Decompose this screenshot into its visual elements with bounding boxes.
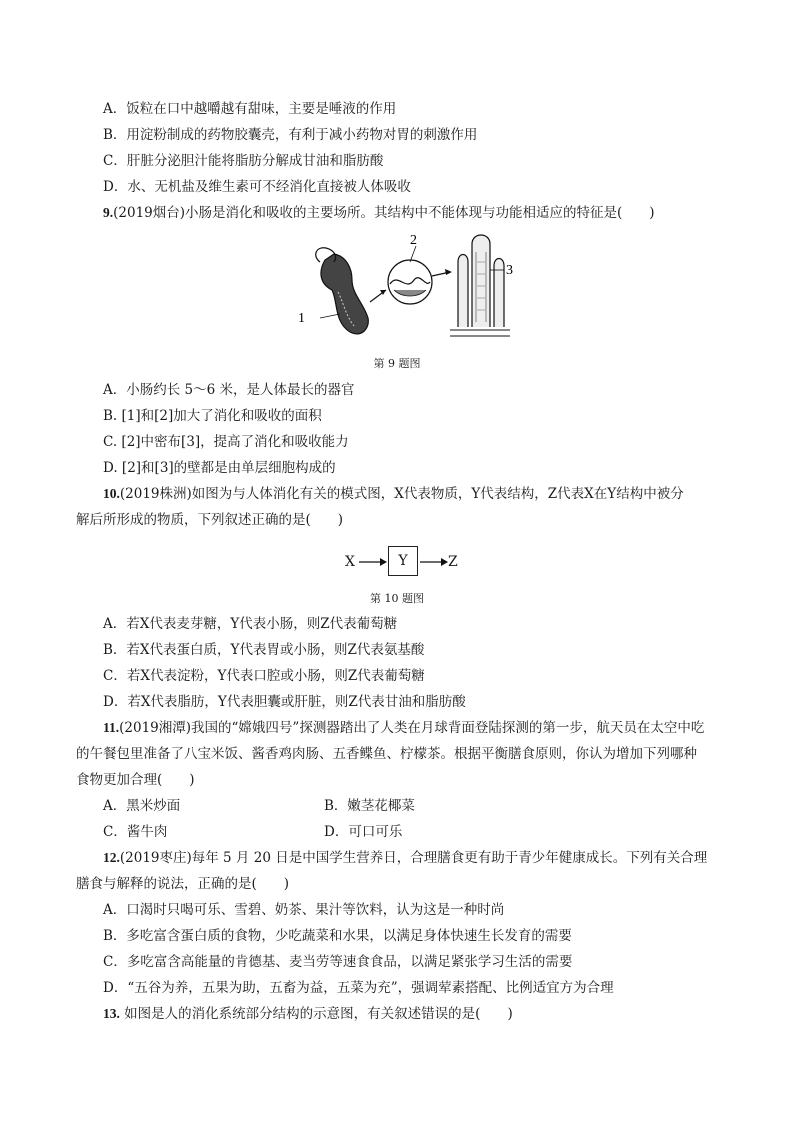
diagram-y-box: Y xyxy=(388,546,418,576)
q9-option-c: C. [2]中密布[3]，提高了消化和吸收能力 xyxy=(103,434,349,450)
q13-stem xyxy=(103,1004,513,1024)
fig9-label-1: 1 xyxy=(298,311,305,326)
small-intestine-figure xyxy=(290,232,530,342)
q9-stem-text: (2019烟台)小肠是消化和吸收的主要场所。其结构中不能体现与功能相适应的特征是( ) xyxy=(113,205,655,221)
q11-option-d: D．可口可乐 xyxy=(324,824,403,840)
q12-stem-line2: 膳食与解释的说法，正确的是( ) xyxy=(76,876,290,892)
q8-option-c: C．肝脏分泌胆汁能将脂肪分解成甘油和脂肪酸 xyxy=(103,153,384,169)
q11-number: 11. xyxy=(103,720,120,735)
arrow-x-to-y xyxy=(358,555,388,569)
q13-stem-text: 如图是人的消化系统部分结构的示意图，有关叙述错误的是( ) xyxy=(124,1006,513,1022)
q12-option-c: C．多吃富含高能量的肯德基、麦当劳等速食食品，以满足紧张学习生活的需要 xyxy=(103,954,573,970)
q10-option-b: B．若X代表蛋白质，Y代表胃或小肠，则Z代表氨基酸 xyxy=(103,642,425,658)
fig9-label-3: 3 xyxy=(506,263,513,278)
q10-option-c: C．若X代表淀粉，Y代表口腔或小肠，则Z代表葡萄糖 xyxy=(103,668,425,684)
q12-stem-line1 xyxy=(103,848,707,868)
q11-option-b: B．嫩茎花椰菜 xyxy=(324,798,415,814)
q10-option-d: D．若X代表脂肪，Y代表胆囊或肝脏，则Z代表甘油和脂肪酸 xyxy=(103,694,466,710)
arrow-y-to-z xyxy=(419,555,449,569)
diagram-x: X xyxy=(345,554,355,570)
q10-stem-text: (2019株洲)如图为与人体消化有关的模式图，X代表物质，Y代表结构，Z代表X在Y结构中被分 xyxy=(119,486,684,502)
diagram-z: Z xyxy=(448,554,458,570)
q12-option-a: A．口渴时只喝可乐、雪碧、奶茶、果汁等饮料，认为这是一种时尚 xyxy=(103,902,505,918)
q11-stem-line2: 的午餐包里准备了八宝米饭、酱香鸡肉肠、五香鲽鱼、柠檬茶。根据平衡膳食原则，你认为增加下列哪种 xyxy=(76,746,697,762)
fig9-label-2: 2 xyxy=(410,233,417,248)
q10-stem-line1 xyxy=(103,484,684,504)
q9-option-b: B. [1]和[2]加大了消化和吸收的面积 xyxy=(103,408,322,424)
q13-number: 13. xyxy=(103,1006,120,1021)
q12-option-b: B．多吃富含蛋白质的食物，少吃蔬菜和水果，以满足身体快速生长发育的需要 xyxy=(103,928,572,944)
q10-number: 10. xyxy=(103,486,120,501)
q9-stem xyxy=(103,203,655,223)
q9-option-a: A．小肠约长 5～6 米，是人体最长的器官 xyxy=(103,382,355,398)
q12-stem-text: (2019枣庄)每年 5 月 20 日是中国学生营养日，合理膳食更有助于青少年健康成长。下列有关合理 xyxy=(119,850,708,866)
q12-option-d: D．“五谷为养，五果为助，五畜为益，五菜为充”，强调荤素搭配、比例适宜方为合理 xyxy=(103,980,614,996)
q11-option-a: A．黑米炒面 xyxy=(103,798,181,814)
q11-stem-text: (2019湘潭)我国的“嫦娥四号”探测器踏出了人类在月球背面登陆探测的第一步，航天员在太空中吃 xyxy=(119,720,705,736)
q8-option-a: A．饭粒在口中越嚼越有甜味，主要是唾液的作用 xyxy=(103,101,397,117)
q12-number: 12. xyxy=(103,850,120,865)
q11-stem-line1 xyxy=(103,718,704,738)
q9-option-d: D. [2]和[3]的壁都是由单层细胞构成的 xyxy=(103,460,336,476)
q8-option-b: B．用淀粉制成的药物胶囊壳，有利于减小药物对胃的刺激作用 xyxy=(103,127,478,143)
q10-option-a: A．若X代表麦芽糖，Y代表小肠，则Z代表葡萄糖 xyxy=(103,616,398,632)
q11-option-c: C．酱牛肉 xyxy=(103,824,168,840)
q9-number: 9. xyxy=(103,205,114,220)
q9-caption: 第 9 题图 xyxy=(373,357,421,370)
q10-caption: 第 10 题图 xyxy=(370,592,424,605)
q11-stem-line3: 食物更加合理( ) xyxy=(76,772,195,788)
q10-stem-line2: 解后所形成的物质，下列叙述正确的是( ) xyxy=(76,512,344,528)
q8-option-d: D．水、无机盐及维生素可不经消化直接被人体吸收 xyxy=(103,179,411,195)
